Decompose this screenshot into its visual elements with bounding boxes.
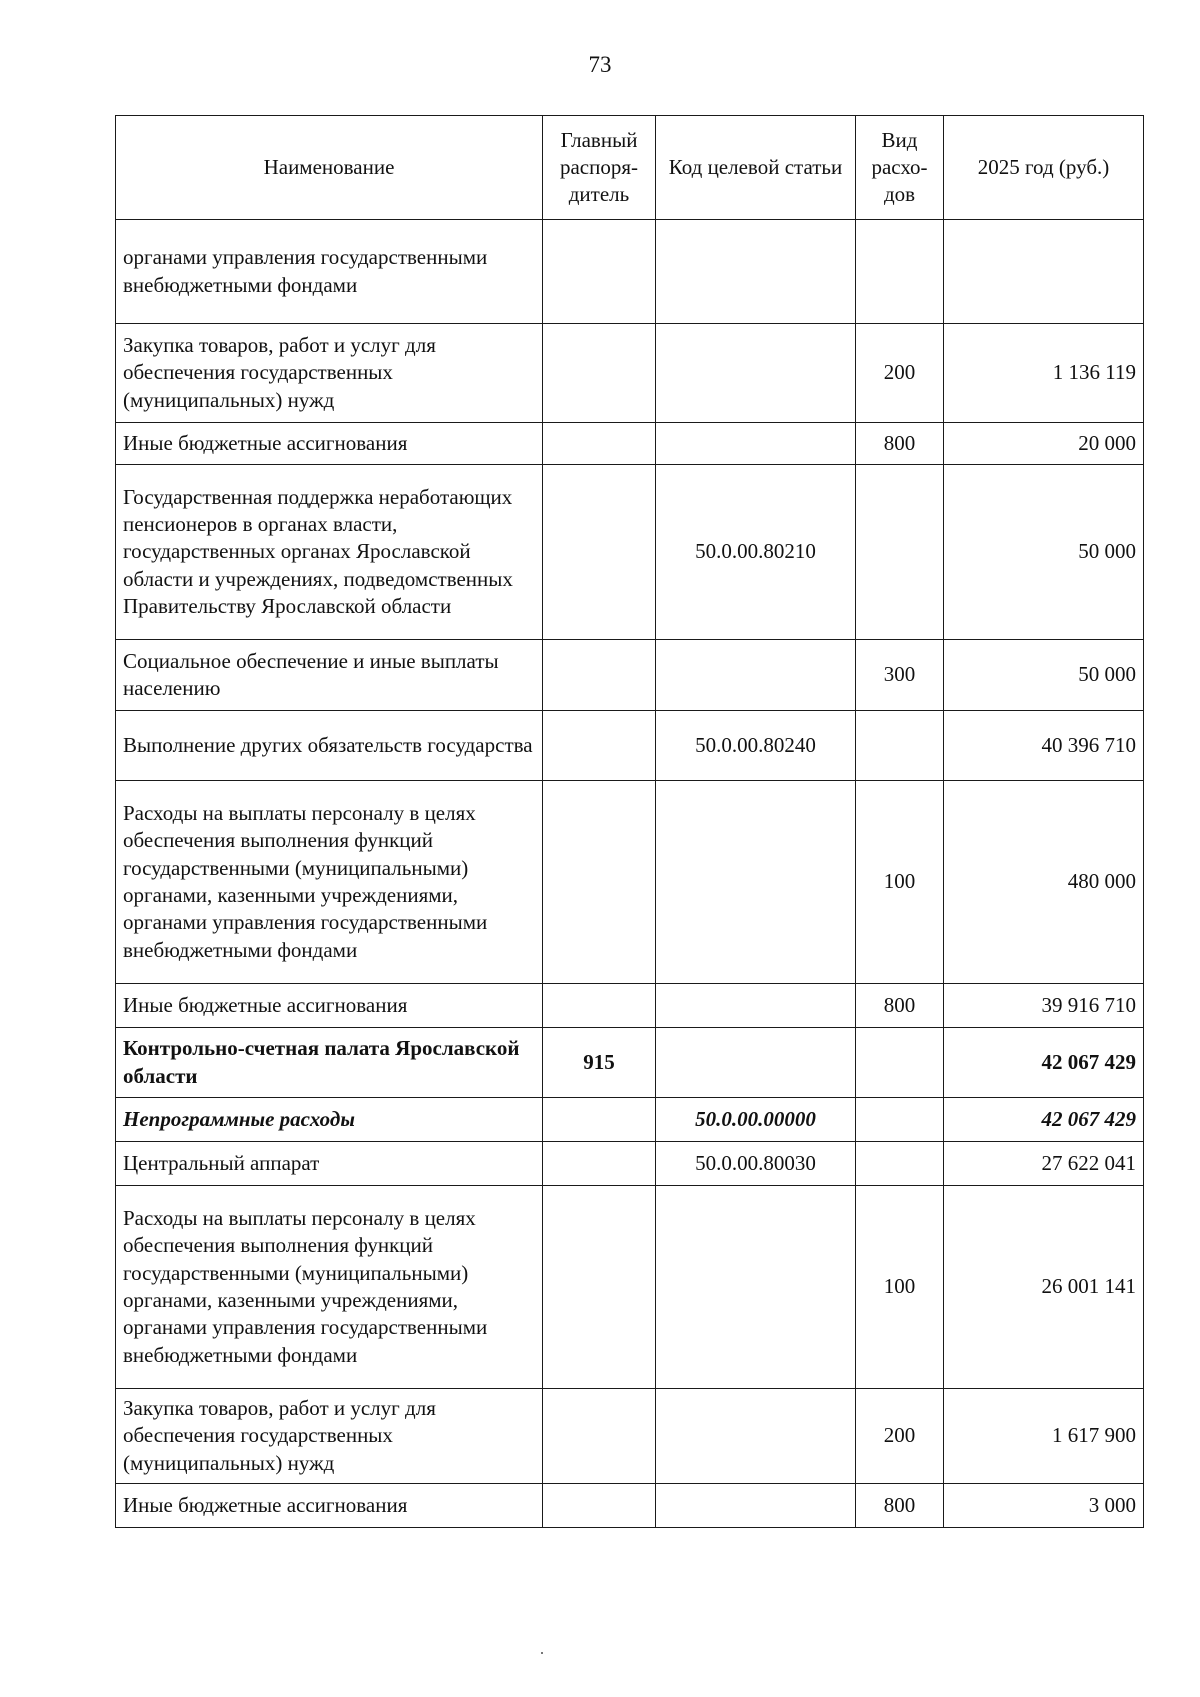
cell-code bbox=[656, 1186, 856, 1389]
cell-name: Иные бюджетные ассигнования bbox=[116, 1484, 543, 1528]
cell-name: Выполнение других обязательств государства bbox=[116, 711, 543, 781]
cell-code bbox=[656, 1028, 856, 1098]
cell-manager bbox=[543, 220, 656, 324]
cell-name: Центральный аппарат bbox=[116, 1142, 543, 1186]
cell-kind: 800 bbox=[856, 1484, 944, 1528]
cell-kind: 200 bbox=[856, 1389, 944, 1484]
cell-name: Расходы на выплаты персоналу в целях обеспечения выполнения функций государственными (муниципальными) органами, казенными учреждениями, органами управления государственными внебюджетными фондами bbox=[116, 1186, 543, 1389]
header-manager: Главный распоря-дитель bbox=[543, 116, 656, 220]
cell-kind bbox=[856, 711, 944, 781]
table-row bbox=[116, 465, 1144, 640]
cell-manager: 915 bbox=[543, 1028, 656, 1098]
cell-manager bbox=[543, 1484, 656, 1528]
cell-name: органами управления государственными внебюджетными фондами bbox=[116, 220, 543, 324]
cell-kind bbox=[856, 1028, 944, 1098]
cell-kind: 800 bbox=[856, 423, 944, 465]
cell-amount: 3 000 bbox=[944, 1484, 1144, 1528]
cell-amount: 42 067 429 bbox=[944, 1098, 1144, 1142]
header-code: Код целевой статьи bbox=[656, 116, 856, 220]
cell-amount: 50 000 bbox=[944, 465, 1144, 640]
cell-amount bbox=[944, 220, 1144, 324]
cell-amount: 40 396 710 bbox=[944, 711, 1144, 781]
cell-manager bbox=[543, 1389, 656, 1484]
cell-amount: 50 000 bbox=[944, 640, 1144, 711]
cell-manager bbox=[543, 1142, 656, 1186]
cell-code: 50.0.00.80210 bbox=[656, 465, 856, 640]
table-row bbox=[116, 640, 1144, 711]
cell-code bbox=[656, 640, 856, 711]
cell-name: Расходы на выплаты персоналу в целях обеспечения выполнения функций государственными (муниципальными) органами, казенными учреждениями, органами управления государственными внебюджетными фондами bbox=[116, 781, 543, 984]
cell-code bbox=[656, 1389, 856, 1484]
table-row bbox=[116, 1389, 1144, 1484]
cell-code: 50.0.00.80240 bbox=[656, 711, 856, 781]
cell-manager bbox=[543, 984, 656, 1028]
cell-manager bbox=[543, 781, 656, 984]
cell-code bbox=[656, 423, 856, 465]
cell-code: 50.0.00.00000 bbox=[656, 1098, 856, 1142]
cell-name: Контрольно-счетная палата Ярославской области bbox=[116, 1028, 543, 1098]
cell-name: Закупка товаров, работ и услуг для обеспечения государственных (муниципальных) нужд bbox=[116, 324, 543, 423]
cell-code bbox=[656, 781, 856, 984]
table-row bbox=[116, 1186, 1144, 1389]
table-row bbox=[116, 220, 1144, 324]
table-row bbox=[116, 1142, 1144, 1186]
cell-code bbox=[656, 1484, 856, 1528]
cell-code: 50.0.00.80030 bbox=[656, 1142, 856, 1186]
cell-amount: 26 001 141 bbox=[944, 1186, 1144, 1389]
table-row bbox=[116, 423, 1144, 465]
cell-kind bbox=[856, 220, 944, 324]
cell-name: Непрограммные расходы bbox=[116, 1098, 543, 1142]
cell-manager bbox=[543, 711, 656, 781]
cell-code bbox=[656, 324, 856, 423]
header-kind: Вид расхо-дов bbox=[856, 116, 944, 220]
cell-amount: 27 622 041 bbox=[944, 1142, 1144, 1186]
cell-kind bbox=[856, 465, 944, 640]
cell-name: Государственная поддержка неработающих пенсионеров в органах власти, государственных органах Ярославской области и учреждениях, подведомственных Правительству Ярославской области bbox=[116, 465, 543, 640]
table-row bbox=[116, 324, 1144, 423]
table-row bbox=[116, 984, 1144, 1028]
table-body bbox=[116, 220, 1144, 1528]
cell-amount: 39 916 710 bbox=[944, 984, 1144, 1028]
cell-kind: 800 bbox=[856, 984, 944, 1028]
table-row bbox=[116, 1484, 1144, 1528]
cell-name: Иные бюджетные ассигнования bbox=[116, 984, 543, 1028]
cell-kind: 200 bbox=[856, 324, 944, 423]
cell-amount: 20 000 bbox=[944, 423, 1144, 465]
cell-manager bbox=[543, 1098, 656, 1142]
cell-name: Закупка товаров, работ и услуг для обеспечения государственных (муниципальных) нужд bbox=[116, 1389, 543, 1484]
table-row bbox=[116, 1028, 1144, 1098]
cell-amount: 1 617 900 bbox=[944, 1389, 1144, 1484]
scan-speck bbox=[541, 1652, 543, 1654]
cell-amount: 480 000 bbox=[944, 781, 1144, 984]
table-row bbox=[116, 781, 1144, 984]
cell-code bbox=[656, 220, 856, 324]
cell-manager bbox=[543, 465, 656, 640]
cell-manager bbox=[543, 423, 656, 465]
cell-manager bbox=[543, 1186, 656, 1389]
budget-table bbox=[115, 115, 1144, 1528]
table-row bbox=[116, 711, 1144, 781]
cell-amount: 42 067 429 bbox=[944, 1028, 1144, 1098]
cell-kind: 100 bbox=[856, 1186, 944, 1389]
header-amount: 2025 год (руб.) bbox=[944, 116, 1144, 220]
table-header-row bbox=[116, 116, 1144, 220]
cell-name: Иные бюджетные ассигнования bbox=[116, 423, 543, 465]
cell-manager bbox=[543, 324, 656, 423]
page-number: 73 bbox=[588, 52, 612, 77]
cell-code bbox=[656, 984, 856, 1028]
cell-amount: 1 136 119 bbox=[944, 324, 1144, 423]
cell-kind: 300 bbox=[856, 640, 944, 711]
header-name: Наименование bbox=[116, 116, 543, 220]
cell-kind bbox=[856, 1098, 944, 1142]
cell-kind bbox=[856, 1142, 944, 1186]
table-row bbox=[116, 1098, 1144, 1142]
cell-kind: 100 bbox=[856, 781, 944, 984]
cell-manager bbox=[543, 640, 656, 711]
cell-name: Социальное обеспечение и иные выплаты населению bbox=[116, 640, 543, 711]
